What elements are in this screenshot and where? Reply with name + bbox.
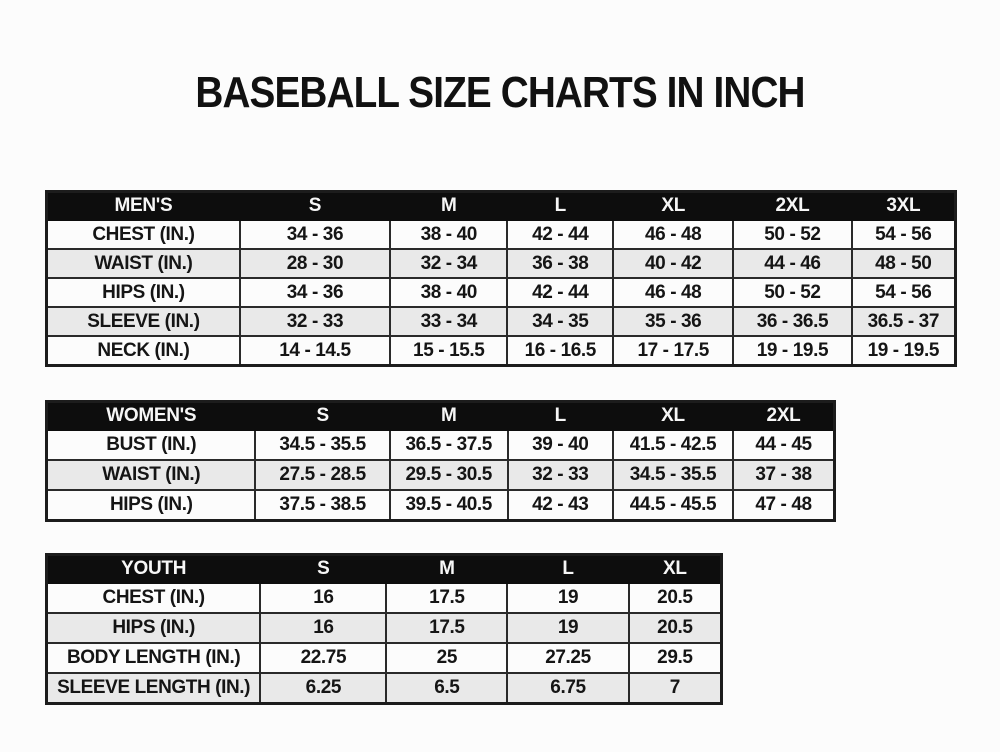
size-value-cell: 29.5 - 30.5 — [390, 460, 508, 490]
row-label: HIPS (IN.) — [47, 490, 256, 521]
size-value-cell: 42 - 44 — [507, 278, 613, 307]
size-value-cell: 34 - 36 — [240, 220, 390, 249]
size-value-cell: 32 - 33 — [240, 307, 390, 336]
table-row — [47, 583, 722, 613]
table-section-header: MEN'S — [47, 192, 240, 221]
size-value-cell: 29.5 — [629, 643, 722, 673]
table-row — [47, 430, 835, 460]
womens-size-table — [45, 400, 836, 522]
size-value-cell: 6.5 — [386, 673, 507, 704]
size-value-cell: 42 - 44 — [507, 220, 613, 249]
row-label: HIPS (IN.) — [47, 613, 261, 643]
size-column-header: L — [507, 192, 613, 221]
size-value-cell: 32 - 33 — [508, 460, 613, 490]
row-label: SLEEVE LENGTH (IN.) — [47, 673, 261, 704]
size-value-cell: 41.5 - 42.5 — [613, 430, 733, 460]
youth-header-row — [47, 555, 722, 584]
size-value-cell: 19 - 19.5 — [852, 336, 956, 366]
mens-size-table — [45, 190, 957, 367]
size-value-cell: 34.5 - 35.5 — [613, 460, 733, 490]
table-row — [47, 673, 722, 704]
size-value-cell: 19 — [507, 613, 628, 643]
womens-header-row — [47, 402, 835, 431]
youth-size-table — [45, 553, 723, 705]
row-label: WAIST (IN.) — [47, 249, 240, 278]
size-value-cell: 16 — [260, 613, 386, 643]
size-value-cell: 22.75 — [260, 643, 386, 673]
table-row — [47, 278, 956, 307]
size-value-cell: 34 - 36 — [240, 278, 390, 307]
size-value-cell: 38 - 40 — [390, 220, 507, 249]
size-value-cell: 39.5 - 40.5 — [390, 490, 508, 521]
size-column-header: XL — [613, 192, 733, 221]
size-value-cell: 27.5 - 28.5 — [255, 460, 389, 490]
size-value-cell: 50 - 52 — [733, 278, 851, 307]
table-row — [47, 307, 956, 336]
size-value-cell: 17 - 17.5 — [613, 336, 733, 366]
size-value-cell: 54 - 56 — [852, 220, 956, 249]
size-value-cell: 16 - 16.5 — [507, 336, 613, 366]
size-value-cell: 19 - 19.5 — [733, 336, 851, 366]
size-value-cell: 17.5 — [386, 613, 507, 643]
row-label: CHEST (IN.) — [47, 583, 261, 613]
size-value-cell: 6.25 — [260, 673, 386, 704]
table-section-header: WOMEN'S — [47, 402, 256, 431]
size-value-cell: 35 - 36 — [613, 307, 733, 336]
table-row — [47, 249, 956, 278]
size-value-cell: 37 - 38 — [733, 460, 834, 490]
mens-header-row — [47, 192, 956, 221]
size-value-cell: 6.75 — [507, 673, 628, 704]
page-title: BASEBALL SIZE CHARTS IN INCH — [195, 68, 805, 117]
size-column-header: L — [507, 555, 628, 584]
size-value-cell: 7 — [629, 673, 722, 704]
row-label: BUST (IN.) — [47, 430, 256, 460]
size-value-cell: 54 - 56 — [852, 278, 956, 307]
size-value-cell: 25 — [386, 643, 507, 673]
size-value-cell: 46 - 48 — [613, 278, 733, 307]
table-row — [47, 220, 956, 249]
table-row — [47, 643, 722, 673]
size-value-cell: 40 - 42 — [613, 249, 733, 278]
row-label: WAIST (IN.) — [47, 460, 256, 490]
size-value-cell: 14 - 14.5 — [240, 336, 390, 366]
size-value-cell: 19 — [507, 583, 628, 613]
row-label: HIPS (IN.) — [47, 278, 240, 307]
size-column-header: S — [260, 555, 386, 584]
size-value-cell: 36.5 - 37 — [852, 307, 956, 336]
row-label: NECK (IN.) — [47, 336, 240, 366]
size-column-header: L — [508, 402, 613, 431]
size-value-cell: 44.5 - 45.5 — [613, 490, 733, 521]
size-value-cell: 48 - 50 — [852, 249, 956, 278]
size-column-header: 2XL — [733, 402, 834, 431]
size-value-cell: 44 - 46 — [733, 249, 851, 278]
size-value-cell: 33 - 34 — [390, 307, 507, 336]
size-value-cell: 44 - 45 — [733, 430, 834, 460]
size-value-cell: 39 - 40 — [508, 430, 613, 460]
size-column-header: 2XL — [733, 192, 851, 221]
size-value-cell: 34.5 - 35.5 — [255, 430, 389, 460]
size-value-cell: 15 - 15.5 — [390, 336, 507, 366]
size-value-cell: 50 - 52 — [733, 220, 851, 249]
size-value-cell: 42 - 43 — [508, 490, 613, 521]
table-row — [47, 490, 835, 521]
size-value-cell: 27.25 — [507, 643, 628, 673]
size-value-cell: 36.5 - 37.5 — [390, 430, 508, 460]
size-column-header: XL — [613, 402, 733, 431]
size-column-header: 3XL — [852, 192, 956, 221]
table-row — [47, 613, 722, 643]
size-column-header: M — [390, 402, 508, 431]
size-value-cell: 32 - 34 — [390, 249, 507, 278]
size-column-header: M — [386, 555, 507, 584]
size-column-header: S — [240, 192, 390, 221]
row-label: SLEEVE (IN.) — [47, 307, 240, 336]
size-value-cell: 37.5 - 38.5 — [255, 490, 389, 521]
size-value-cell: 34 - 35 — [507, 307, 613, 336]
size-value-cell: 38 - 40 — [390, 278, 507, 307]
row-label: CHEST (IN.) — [47, 220, 240, 249]
size-value-cell: 47 - 48 — [733, 490, 834, 521]
table-row — [47, 460, 835, 490]
size-value-cell: 20.5 — [629, 583, 722, 613]
size-column-header: M — [390, 192, 507, 221]
table-row — [47, 336, 956, 366]
size-value-cell: 36 - 36.5 — [733, 307, 851, 336]
row-label: BODY LENGTH (IN.) — [47, 643, 261, 673]
table-section-header: YOUTH — [47, 555, 261, 584]
size-value-cell: 46 - 48 — [613, 220, 733, 249]
size-value-cell: 16 — [260, 583, 386, 613]
size-value-cell: 17.5 — [386, 583, 507, 613]
size-column-header: S — [255, 402, 389, 431]
size-column-header: XL — [629, 555, 722, 584]
size-value-cell: 20.5 — [629, 613, 722, 643]
size-value-cell: 28 - 30 — [240, 249, 390, 278]
size-value-cell: 36 - 38 — [507, 249, 613, 278]
